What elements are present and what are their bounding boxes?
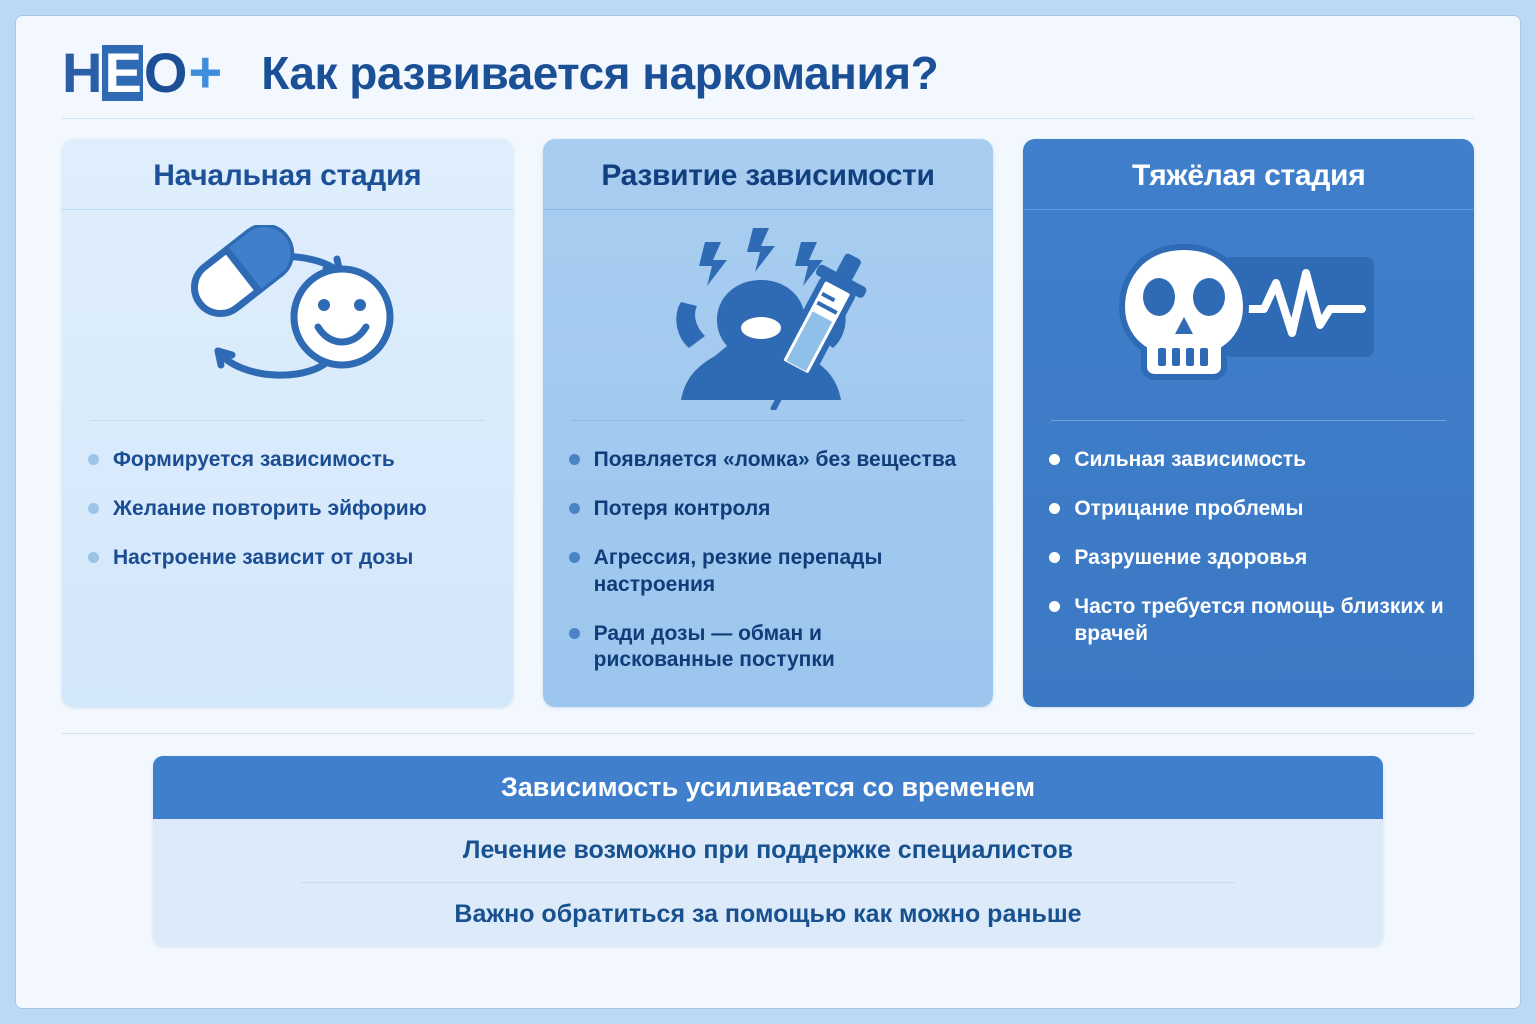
bullet-text: Появляется «ломка» без вещества xyxy=(593,448,957,471)
stage-card-initial xyxy=(62,139,513,707)
poster-sheet xyxy=(16,16,1520,1008)
page-title: Как развивается наркомания? xyxy=(261,47,939,99)
bullet-text: Сильная зависимость xyxy=(1074,448,1307,471)
list-item xyxy=(569,447,968,474)
bullet-text: Потеря контроля xyxy=(593,496,771,520)
stage-card-severe xyxy=(1023,139,1474,707)
bullet-dot-icon xyxy=(88,503,99,514)
list-item xyxy=(88,545,487,572)
stage-bullets-2 xyxy=(543,421,994,698)
brand-plus-icon: + xyxy=(188,40,222,105)
bullet-text: Отрицание проблемы xyxy=(1074,496,1304,520)
list-item xyxy=(88,447,487,474)
brand-letter-3: O xyxy=(143,41,187,104)
stage-title-2: Развитие зависимости xyxy=(601,159,935,192)
list-item xyxy=(569,621,968,675)
bullet-dot-icon xyxy=(88,552,99,563)
list-item xyxy=(1049,496,1448,523)
footer-panel xyxy=(153,756,1383,946)
footer-line-1: Лечение возможно при поддержке специалистов xyxy=(301,819,1236,883)
bullet-text: Формируется зависимость xyxy=(113,448,395,471)
headache-syringe-icon xyxy=(543,210,994,420)
bullet-dot-icon xyxy=(569,628,580,639)
brand-letter-1: H xyxy=(62,41,102,104)
bullet-dot-icon xyxy=(88,454,99,465)
bullet-dot-icon xyxy=(569,552,580,563)
bullet-text: Часто требуется помощь близких и врачей xyxy=(1074,594,1444,645)
bullet-text: Настроение зависит от дозы xyxy=(113,545,414,569)
footer-section xyxy=(62,733,1474,946)
stage-card-header-3 xyxy=(1023,139,1474,210)
bullet-dot-icon xyxy=(569,503,580,514)
skull-heartbeat-icon xyxy=(1023,210,1474,420)
stage-card-development xyxy=(543,139,994,707)
stage-card-header-2 xyxy=(543,139,994,210)
bullet-dot-icon xyxy=(1049,503,1060,514)
list-item xyxy=(1049,545,1448,572)
stage-bullets-3 xyxy=(1023,421,1474,671)
brand-letter-2: E xyxy=(104,41,141,104)
list-item xyxy=(1049,447,1448,474)
list-item xyxy=(569,545,968,599)
stages-container xyxy=(62,139,1474,707)
list-item xyxy=(569,496,968,523)
bullet-dot-icon xyxy=(569,454,580,465)
footer-line-2: Важно обратиться за помощью как можно раньше xyxy=(454,900,1082,928)
list-item xyxy=(88,496,487,523)
stage-title-1: Начальная стадия xyxy=(153,159,422,192)
bullet-dot-icon xyxy=(1049,552,1060,563)
stage-bullets-1 xyxy=(62,421,513,596)
list-item xyxy=(1049,594,1448,648)
bullet-dot-icon xyxy=(1049,601,1060,612)
stage-title-3: Тяжёлая стадия xyxy=(1131,159,1366,192)
bullet-text: Агрессия, резкие перепады настроения xyxy=(593,545,883,596)
bullet-text: Ради дозы — обман и рискованные поступки xyxy=(593,621,835,672)
footer-headline: Зависимость усиливается со временем xyxy=(153,756,1383,819)
bullet-text: Желание повторить эйфорию xyxy=(113,496,427,520)
bullet-dot-icon xyxy=(1049,454,1060,465)
pill-smiley-cycle-icon xyxy=(62,210,513,420)
poster-header xyxy=(62,40,1474,119)
stage-card-header-1 xyxy=(62,139,513,210)
bullet-text: Разрушение здоровья xyxy=(1074,545,1308,569)
brand-logo xyxy=(62,40,222,105)
